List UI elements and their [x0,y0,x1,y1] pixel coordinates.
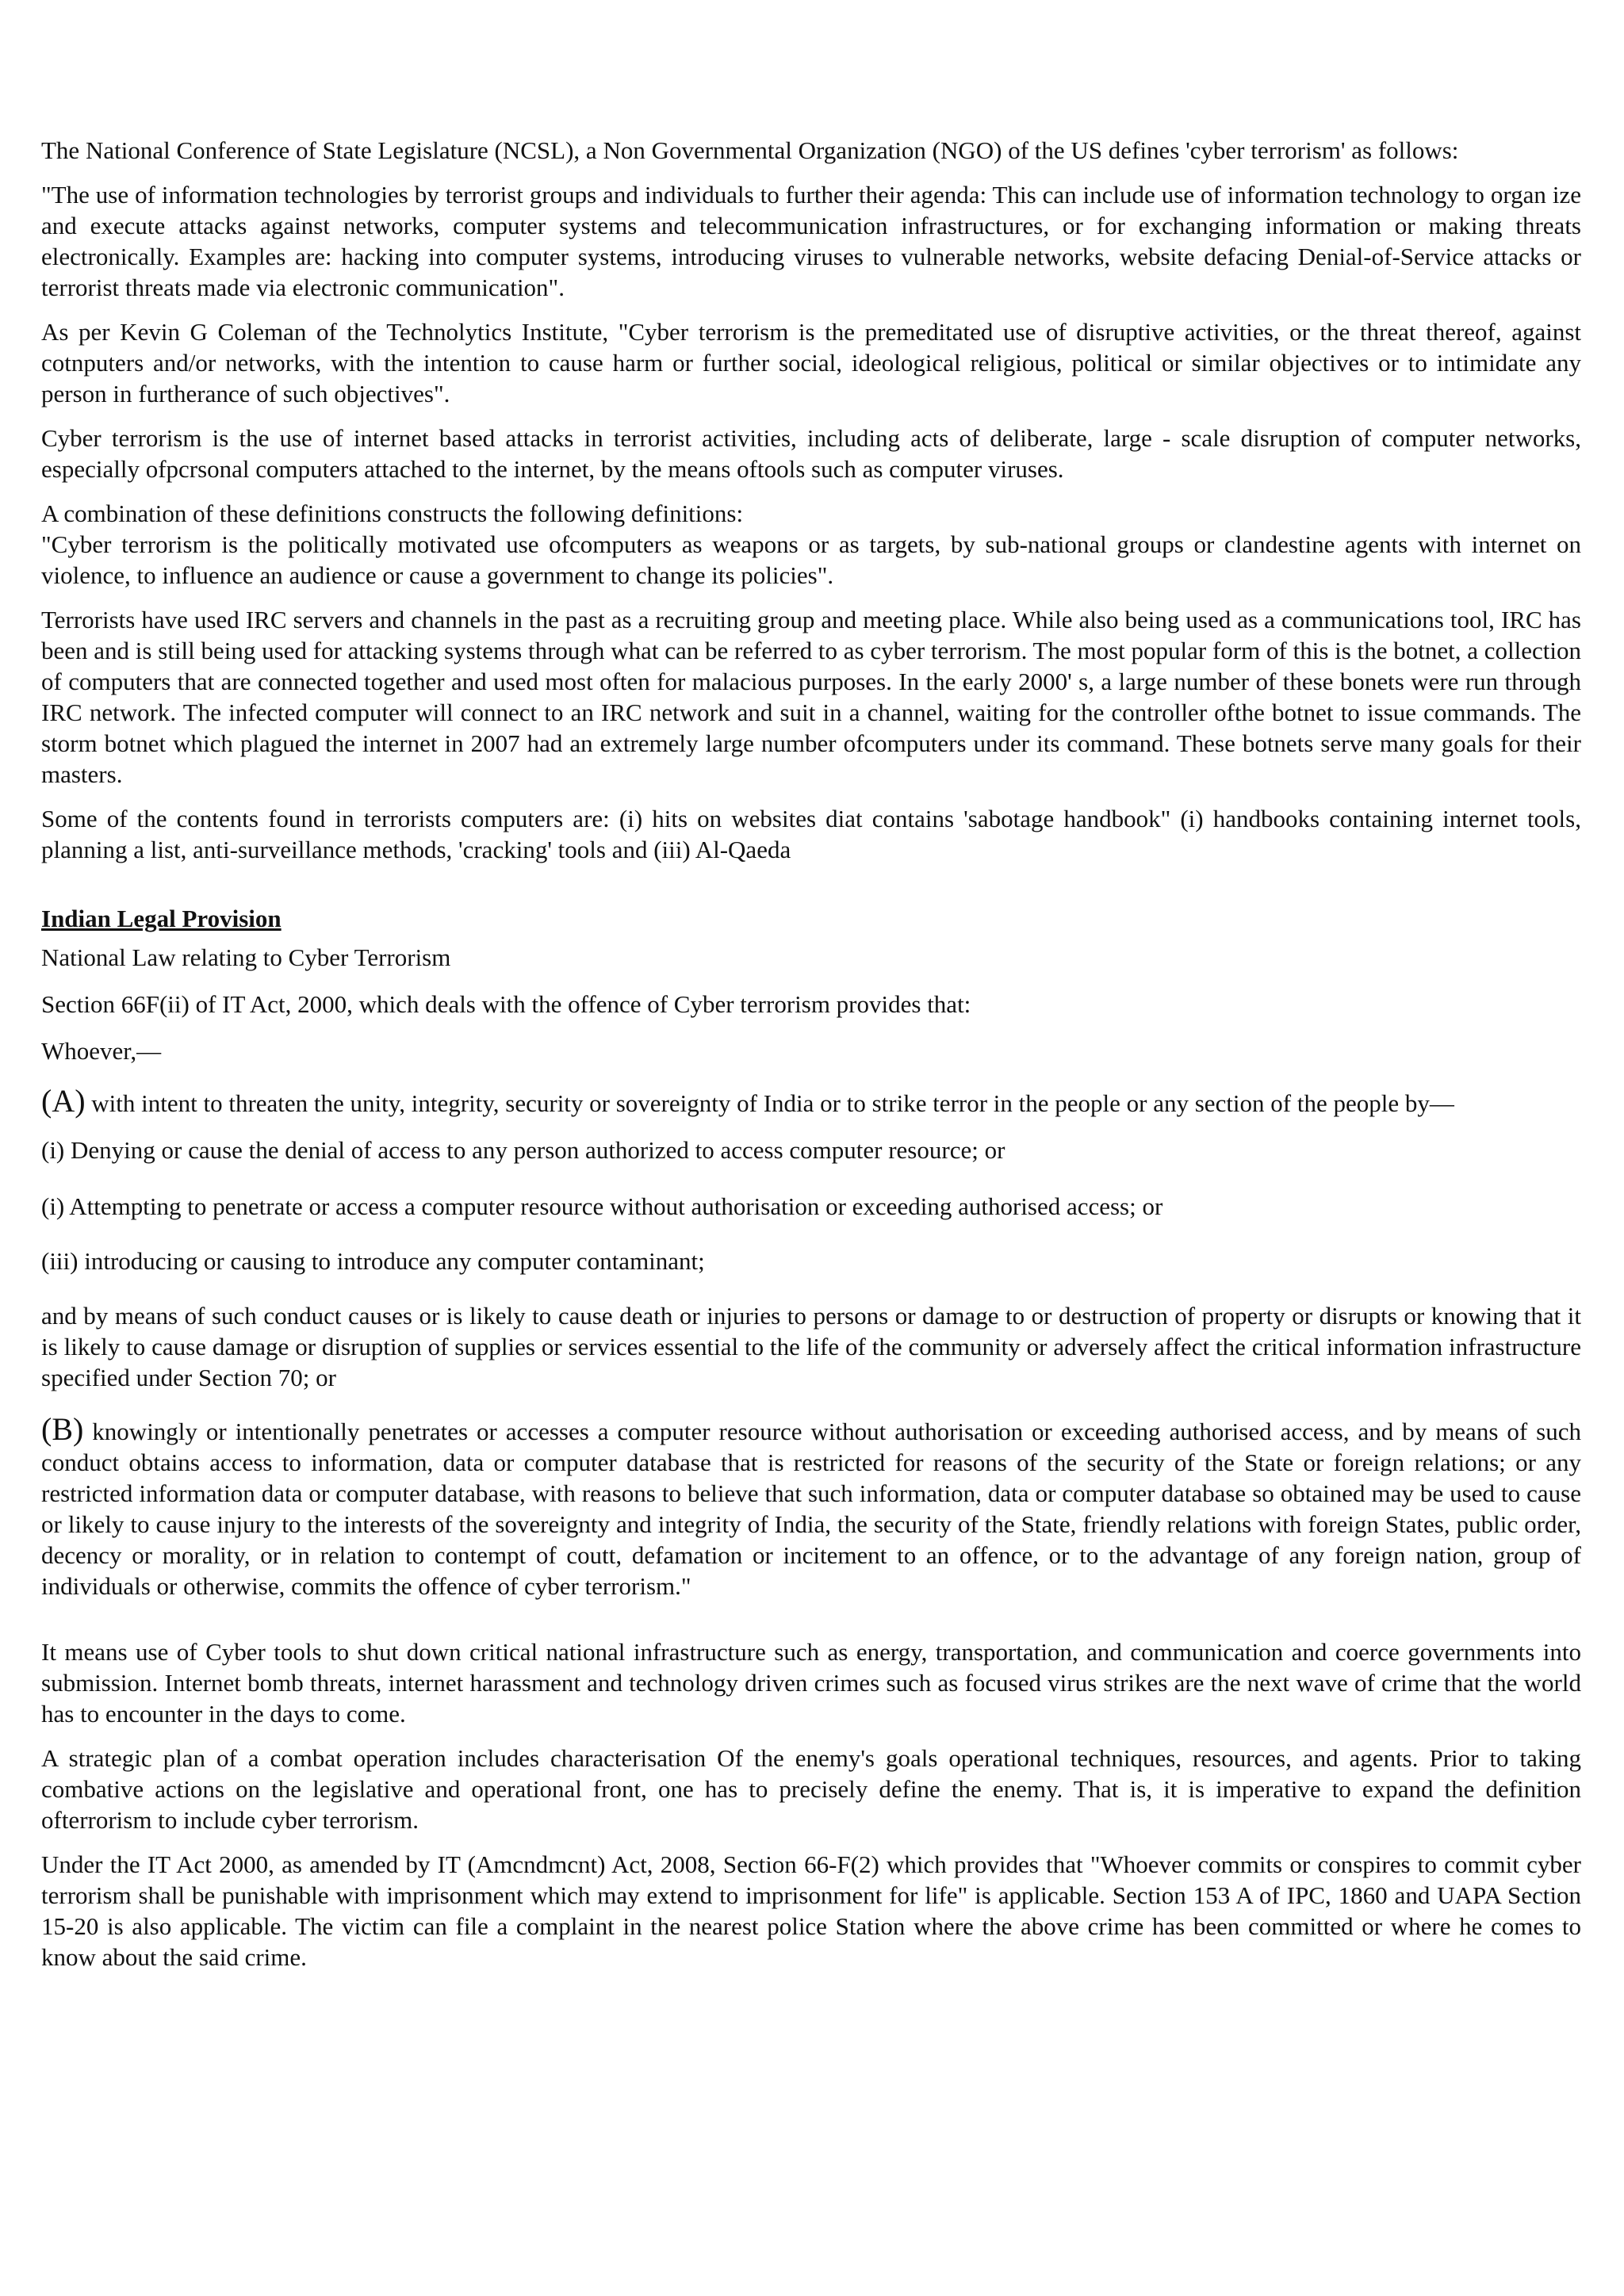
paragraph-internet-attacks: Cyber terrorism is the use of internet based attacks in terrorist activities, including acts of deliberate, large - scale disruption of computer networks, especially ofpcrsonal computers attached to the internet, by the means oftools such as computer viruses. [41,424,1581,483]
clause-b-marker: (B) [41,1411,84,1447]
subline-section-66f: Section 66F(ii) of IT Act, 2000, which deals with the offence of Cyber terrorism provides that: [41,990,971,1018]
paragraph-combination-intro: A combination of these definitions constructs the following definitions: [41,499,744,527]
paragraph-it-act: Under the IT Act 2000, as amended by IT (Amcndmcnt) Act, 2008, Section 66-F(2) which provides that "Whoever commits or conspires to commit cyber terrorism shall be punishable with imprisonment which may extend to imprisonment for life" is applicable. Section 153 A of IPC, 1860 and UAPA Section 15-20 is also applicable. The victim can file a complaint in the nearest police Station where the above crime has been committed or where he comes to know about the said crime. [41,1850,1581,1971]
paragraph-ncsl-definition: "The use of information technologies by terrorist groups and individuals to further their agenda: This can include use of information technology to organ ize and execute attacks against networks, computer systems and telecommunication infrastructures, or for exchanging information or making threats electronically. Examples are: hacking into computer systems, introducing viruses to vulnerable networks, website defacing Denial-of-Service attacks or terrorist threats made via electronic communication". [41,181,1581,301]
clause-b [41,1411,1581,1601]
document-page [41,135,1581,1986]
paragraph-cyber-tools: It means use of Cyber tools to shut down critical national infrastructure such as energy, transportation, and communication and coerce governments into submission. Internet bomb threats, internet harassment and technology driven crimes such as focused virus strikes are the next wave of crime that the world has to encounter in the days to come. [41,1638,1581,1728]
clause-item-i-penetrate: (i) Attempting to penetrate or access a computer resource without authorisation or exceeding authorised access; or [41,1192,1163,1220]
clause-a-marker: (A) [41,1083,86,1119]
paragraph-ncsl-intro: The National Conference of State Legislature (NCSL), a Non Governmental Organization (NGO) of the US defines 'cyber terrorism' as follows: [41,136,1459,164]
clause-a-text: with intent to threaten the unity, integrity, security or sovereignty of India or to strike terror in the people or any section of the people by— [85,1089,1454,1117]
paragraph-strategic-plan: A strategic plan of a combat operation includes characterisation Of the enemy's goals operational techniques, resources, and agents. Prior to taking combative actions on the legislative and operational front, one has to precisely define the enemy. That is, it is imperative to expand the definition ofterrorism to include cyber terrorism. [41,1744,1581,1834]
clause-b-text: knowingly or intentionally penetrates or accesses a computer resource without authorisation or exceeding authorised access, and by means of such conduct obtains access to information, data or computer database that is restricted for reasons of the security of the State or foreign relations; or any restricted information data or computer database, with reasons to believe that such information, data or computer database so obtained may be used to cause or likely to cause injury to the interests of the sovereignty and integrity of India, the security of the State, friendly relations with foreign States, public order, decency or morality, or in relation to contempt of coutt, defamation or incitement to an offence, or to the advantage of any foreign nation, group of individuals or otherwise, commits the offence of cyber terrorism." [41,1418,1581,1600]
paragraph-irc-botnets: Terrorists have used IRC servers and channels in the past as a recruiting group and meeting place. While also being used as a communications tool, IRC has been and is still being used for attacking systems through what can be referred to as cyber terrorism. The most popular form of this is the botnet, a collection of computers that are connected together and used most often for malacious purposes. In the early 2000' s, a large number of these bonets were run through IRC network. The infected computer will connect to an IRC network and suit in a channel, waiting for the controller ofthe botnet to issue commands. The storm botnet which plagued the internet in 2007 had an extremely large number ofcomputers under its command. These botnets serve many goals for their masters. [41,606,1581,788]
paragraph-combined-definition: "Cyber terrorism is the politically motivated use ofcomputers as weapons or as targets, by sub-national groups or clandestine agents with internet on violence, to influence an audience or cause a government to change its policies". [41,530,1581,589]
clause-a [41,1085,1581,1119]
subline-national-law: National Law relating to Cyber Terrorism [41,943,451,971]
subline-whoever: Whoever,— [41,1037,162,1065]
paragraph-coleman-definition: As per Kevin G Coleman of the Technolytics Institute, "Cyber terrorism is the premeditated use of disruptive activities, or the threat thereof, against cotnputers and/or networks, with the intention to cause harm or further social, ideological religious, political or similar objectives or to intimidate any person in furtherance of such objectives". [41,318,1581,408]
paragraph-terrorist-computers: Some of the contents found in terrorists computers are: (i) hits on websites diat contains 'sabotage handbook" (i) handbooks containing internet tools, planning a list, anti-surveillance methods, 'cracking' tools and (iii) Al-Qaeda [41,805,1581,863]
legal-provision-section [41,942,1581,1601]
section-heading: Indian Legal Provision [41,905,282,932]
clause-item-iii-contaminant: (iii) introducing or causing to introduce any computer contaminant; [41,1247,705,1275]
clause-a-tail: and by means of such conduct causes or is likely to cause death or injuries to persons or damage to or destruction of property or disrupts or knowing that it is likely to cause damage or disruption of supplies or services essential to the life of the community or adversely affect the critical information infrastructure specified under Section 70; or [41,1302,1581,1391]
clause-item-i-deny: (i) Denying or cause the denial of access to any person authorized to access computer resource; or [41,1136,1005,1164]
